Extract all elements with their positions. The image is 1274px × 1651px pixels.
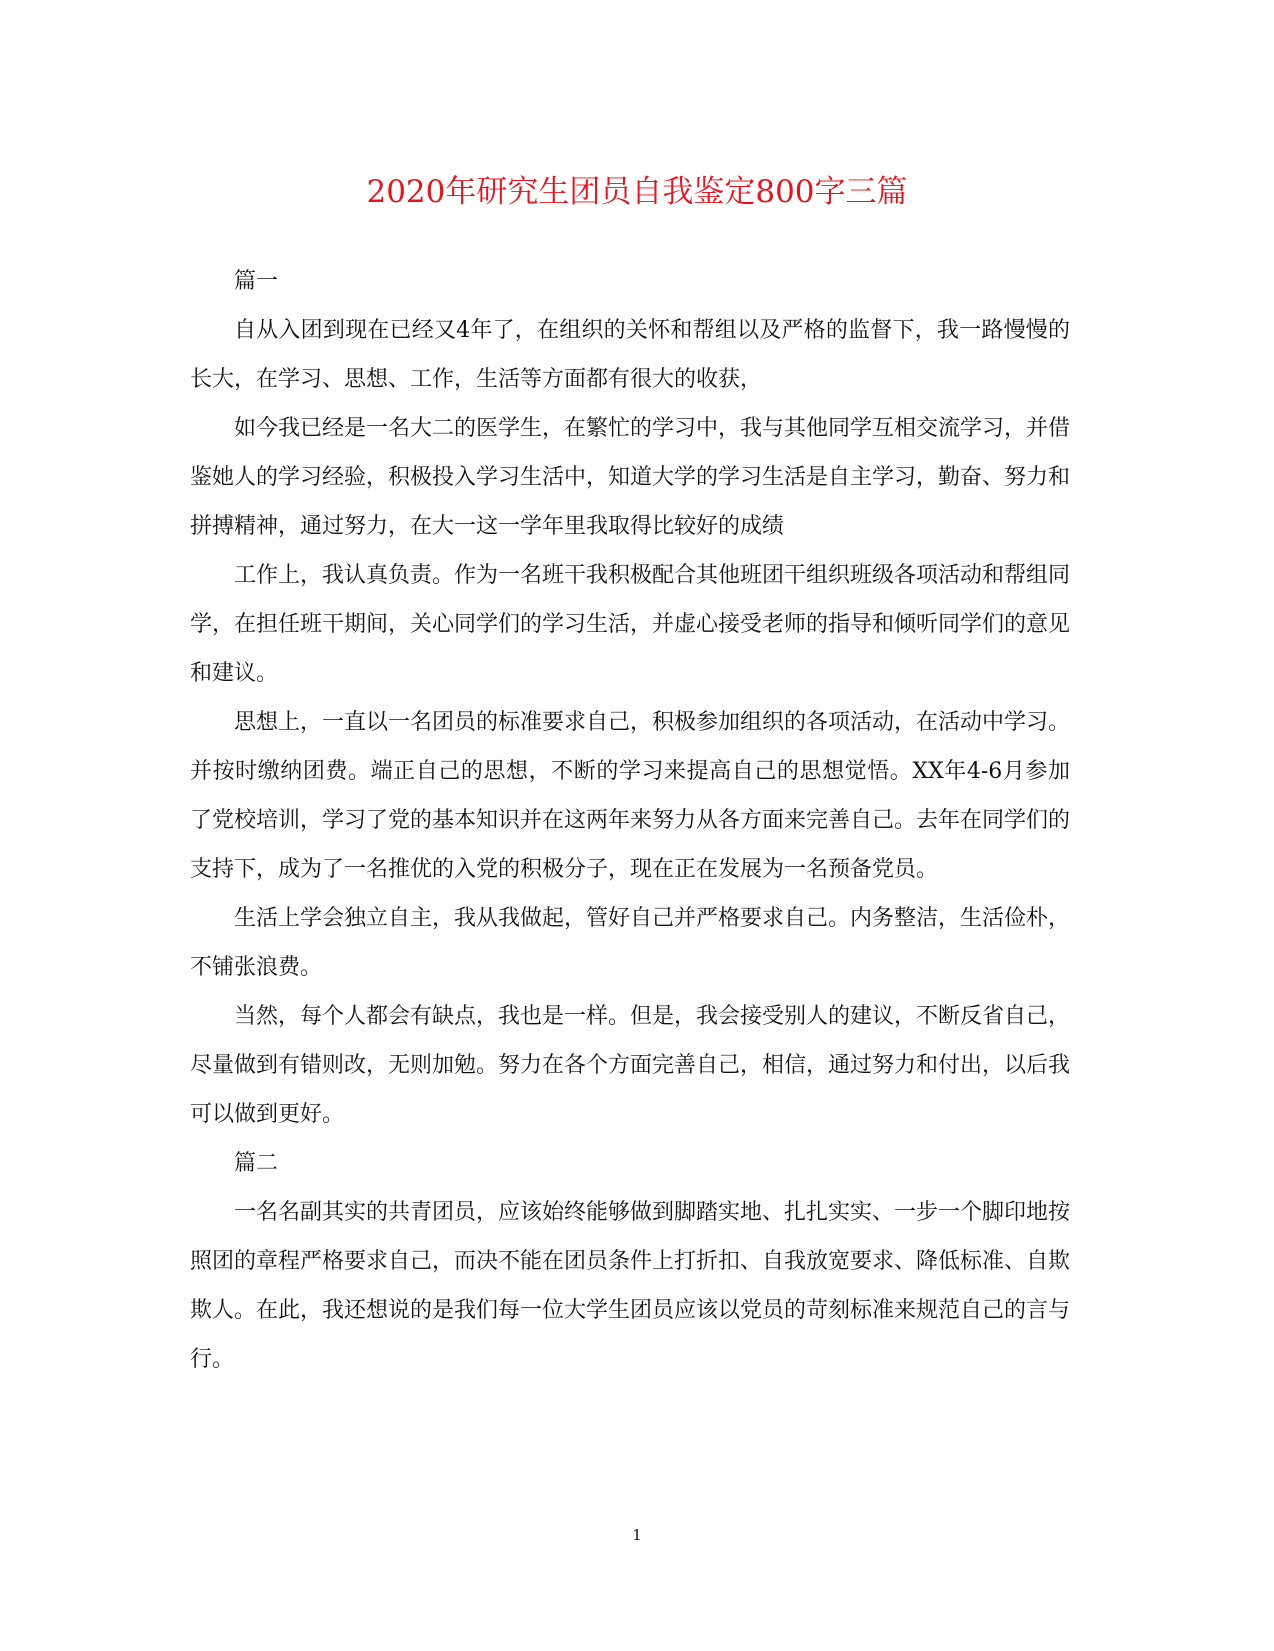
document-body [190,257,1070,1384]
section-heading-2: 篇二 [234,1151,279,1176]
paragraph: 工作上，我认真负责。作为一名班干我积极配合其他班团干组织班级各项活动和帮组同学，在担任班干期间，关心同学们的学习生活，并虚心接受老师的指导和倾听同学们的意见和建议。 [190,563,1071,686]
paragraph: 一名名副其实的共青团员，应该始终能够做到脚踏实地、扎扎实实、一步一个脚印地按照团的章程严格要求自己，而决不能在团员条件上打折扣、自我放宽要求、降低标准、自欺欺人。在此，我还想说的是我们每一位大学生团员应该以党员的苛刻标准来规范自己的言与行。 [190,1200,1071,1372]
paragraph: 思想上，一直以一名团员的标准要求自己，积极参加组织的各项活动，在活动中学习。并按时缴纳团费。端正自己的思想，不断的学习来提高自己的思想觉悟。XX年4-6月参加了党校培训，学习了党的基本知识并在这两年来努力从各方面来完善自己。去年在同学们的支持下，成为了一名推优的入党的积极分子，现在正在发展为一名预备党员。 [190,710,1071,882]
page-number: 1 [632,1526,642,1544]
paragraph: 如今我已经是一名大二的医学生，在繁忙的学习中，我与其他同学互相交流学习，并借鉴她人的学习经验，积极投入学习生活中，知道大学的学习生活是自主学习，勤奋、努力和拼搏精神，通过努力，在大一这一学年里我取得比较好的成绩 [190,416,1071,539]
paragraph: 自从入团到现在已经又4年了，在组织的关怀和帮组以及严格的监督下，我一路慢慢的长大，在学习、思想、工作，生活等方面都有很大的收获， [190,318,1070,392]
section-heading-1: 篇一 [234,269,279,294]
paragraph: 当然，每个人都会有缺点，我也是一样。但是，我会接受别人的建议，不断反省自己，尽量做到有错则改，无则加勉。努力在各个方面完善自己，相信，通过努力和付出，以后我可以做到更好。 [190,1004,1071,1127]
document-title: 2020年研究生团员自我鉴定800字三篇 [366,174,908,210]
paragraph: 生活上学会独立自主，我从我做起，管好自己并严格要求自己。内务整洁，生活俭朴，不铺张浪费。 [190,906,1071,980]
